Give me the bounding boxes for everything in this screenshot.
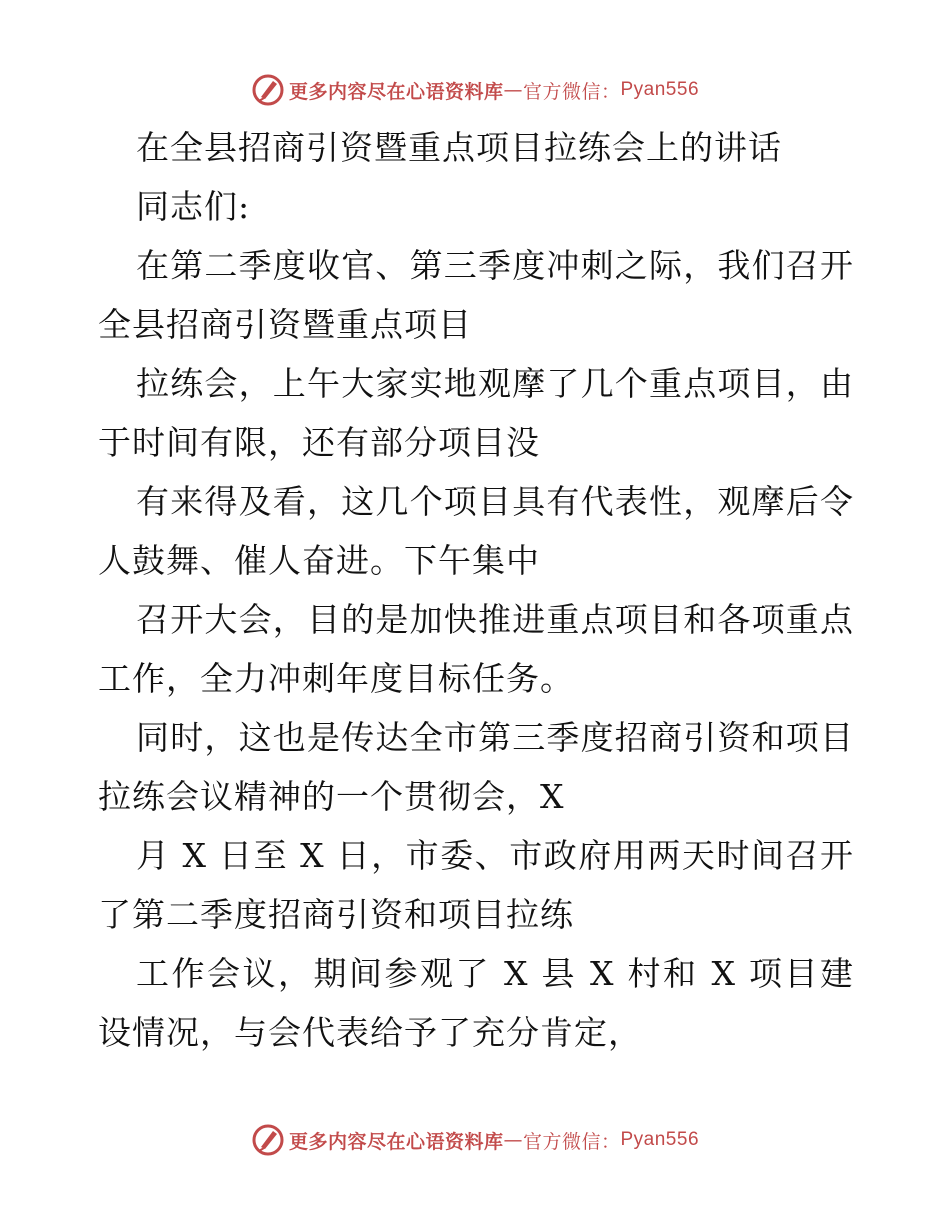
paragraph-line: 有来得及看，这几个项目具有代表性，观摩后令: [136, 482, 854, 521]
document-body: [98, 118, 854, 1062]
paragraph-line: 人鼓舞、催人奋进。下午集中: [98, 541, 540, 580]
quill-logo-icon: [251, 73, 285, 107]
paragraph-line: 同时，这也是传达全市第三季度招商引资和项目: [136, 718, 854, 757]
paragraph-line: 月 X 日至 X 日，市委、市政府用两天时间召开: [136, 836, 854, 875]
paragraph-line: 全县招商引资暨重点项目: [98, 305, 472, 344]
paragraph-line: 工作会议，期间参观了 X 县 X 村和 X 项目建: [136, 954, 854, 993]
paragraph-line: 设情况，与会代表给予了充分肯定，: [98, 1013, 642, 1052]
paragraph-line: 工作，全力冲刺年度目标任务。: [98, 659, 574, 698]
header-watermark: [0, 70, 950, 110]
watermark-brand: 更多内容尽在心语资料库: [288, 80, 504, 103]
paragraph-line: 了第二季度招商引资和项目拉练: [98, 895, 574, 934]
greeting: 同志们:: [136, 187, 251, 226]
paragraph-line: 于时间有限，还有部分项目没: [98, 423, 540, 462]
watermark-wechat-id: Pyan556: [620, 1129, 700, 1150]
watermark-dash: —: [503, 79, 523, 101]
watermark-label: 官方微信：: [522, 1130, 621, 1153]
watermark-label: 官方微信：: [522, 80, 621, 103]
watermark-wechat-id: Pyan556: [620, 79, 700, 100]
paragraph-line: 在第二季度收官、第三季度冲刺之际，我们召开: [136, 246, 854, 285]
watermark-brand: 更多内容尽在心语资料库: [288, 1130, 504, 1153]
paragraph-line: 拉练会，上午大家实地观摩了几个重点项目，由: [136, 364, 854, 403]
watermark-dash: —: [503, 1129, 523, 1151]
document-title: 在全县招商引资暨重点项目拉练会上的讲话: [136, 128, 782, 167]
paragraph-line: 召开大会，目的是加快推进重点项目和各项重点: [136, 600, 854, 639]
paragraph-line: 拉练会议精神的一个贯彻会，X: [98, 777, 565, 816]
quill-logo-icon: [251, 1123, 285, 1157]
footer-watermark: [0, 1120, 950, 1160]
